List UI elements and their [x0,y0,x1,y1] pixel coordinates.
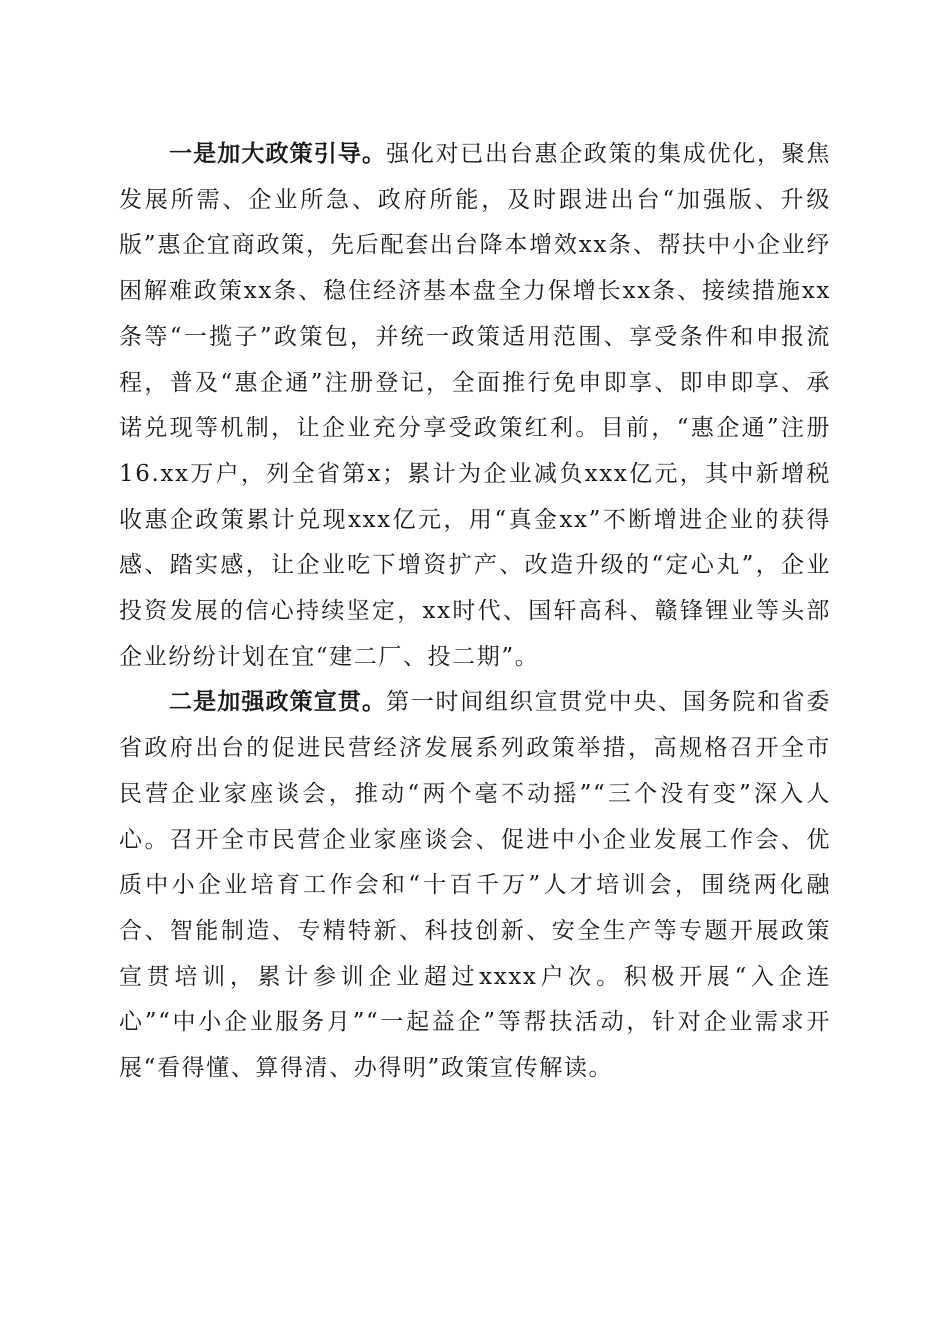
paragraph-policy-guidance [119,132,831,680]
paragraph-heading: 一是加大政策引导。 [169,141,387,167]
document-body [119,132,831,1092]
paragraph-text: 第一时间组织宣贯党中央、国务院和省委省政府出台的促进民营经济发展系列政策举措，高规格召开全市民营企业家座谈会，推动“两个毫不动摇”“三个没有变”深入人心。召开全市民营企业家座谈会、促进中小企业发展工作会、优质中小企业培育工作会和“十百千万”人才培训会，围绕两化融合、智能制造、专精特新、科技创新、安全生产等专题开展政策宣贯培训，累计参训企业超过xxxx户次。积极开展“入企连心”“中小企业服务月”“一起益企”等帮扶活动，针对企业需求开展“看得懂、算得清、办得明”政策宣传解读。 [119,689,831,1082]
paragraph-heading: 二是加强政策宣贯。 [169,689,387,716]
paragraph-text: 强化对已出台惠企政策的集成优化，聚焦发展所需、企业所急、政府所能，及时跟进出台“加强版、升级版”惠企宜商政策，先后配套出台降本增效xx条、帮扶中小企业纾困解难政策xx条、稳住经济基本盘全力保增长xx条、接续措施xx条等“一揽子”政策包，并统一政策适用范围、享受条件和申报流程，普及“惠企通”注册登记，全面推行免申即享、即申即享、承诺兑现等机制，让企业充分享受政策红利。目前，“惠企通”注册16.xx万户，列全省第x；累计为企业减负xxx亿元，其中新增税收惠企政策累计兑现xxx亿元，用“真金xx”不断增进企业的获得感、踏实感，让企业吃下增资扩产、改造升级的“定心丸”，企业投资发展的信心持续坚定，xx时代、国轩高科、赣锋锂业等头部企业纷纷计划在宜“建二厂、投二期”。 [119,141,831,670]
paragraph-policy-promotion [119,680,831,1091]
